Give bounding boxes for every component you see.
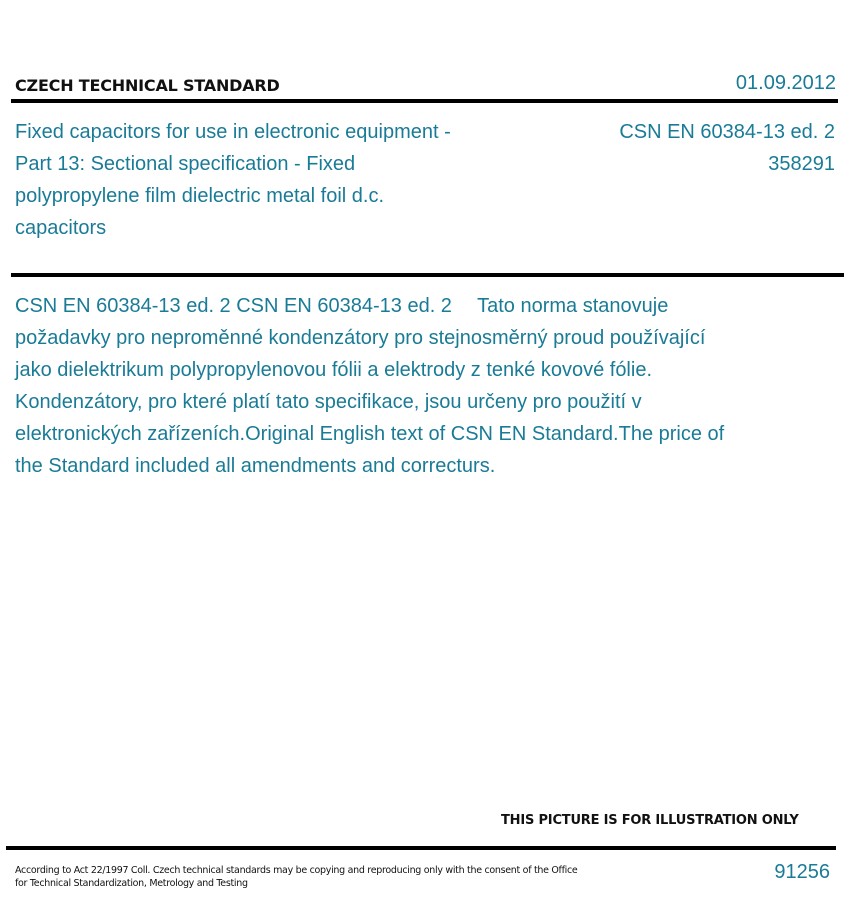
- standard-class-number: 358291: [768, 153, 835, 175]
- middle-divider: [11, 273, 844, 277]
- standard-title: Fixed capacitors for use in electronic equipment - Part 13: Sectional specification - Fixed polypropylene film dielectric metal foil d.c. capacitors: [15, 121, 451, 239]
- top-divider: [11, 99, 838, 103]
- document-type-label: CZECH TECHNICAL STANDARD: [15, 76, 280, 95]
- legal-notice: According to Act 22/1997 Coll. Czech technical standards may be copying and reproducing only with the consent of the Office for Technical Standardization, Metrology and Testing: [15, 865, 578, 889]
- standard-code: CSN EN 60384-13 ed. 2: [619, 121, 835, 143]
- standard-description: CSN EN 60384-13 ed. 2 CSN EN 60384-13 ed. 2 Tato norma stanovuje požadavky pro neproměnné kondenzátory pro stejnosměrný proud používající jako dielektrikum polypropylenovou fólii a elektrody z tenké kovové fólie. Kondenzátory, pro které platí tato specifikace, jsou určeny pro použití v elektronických zařízeních.Original English text of CSN EN Standard.The price of the Standard included all amendments and correcturs.: [15, 295, 725, 477]
- bottom-divider: [6, 846, 836, 850]
- catalog-number: 91256: [774, 861, 830, 883]
- illustration-notice: THIS PICTURE IS FOR ILLUSTRATION ONLY: [501, 813, 799, 828]
- publication-date: 01.09.2012: [735, 72, 836, 94]
- standard-identifier: [619, 116, 835, 180]
